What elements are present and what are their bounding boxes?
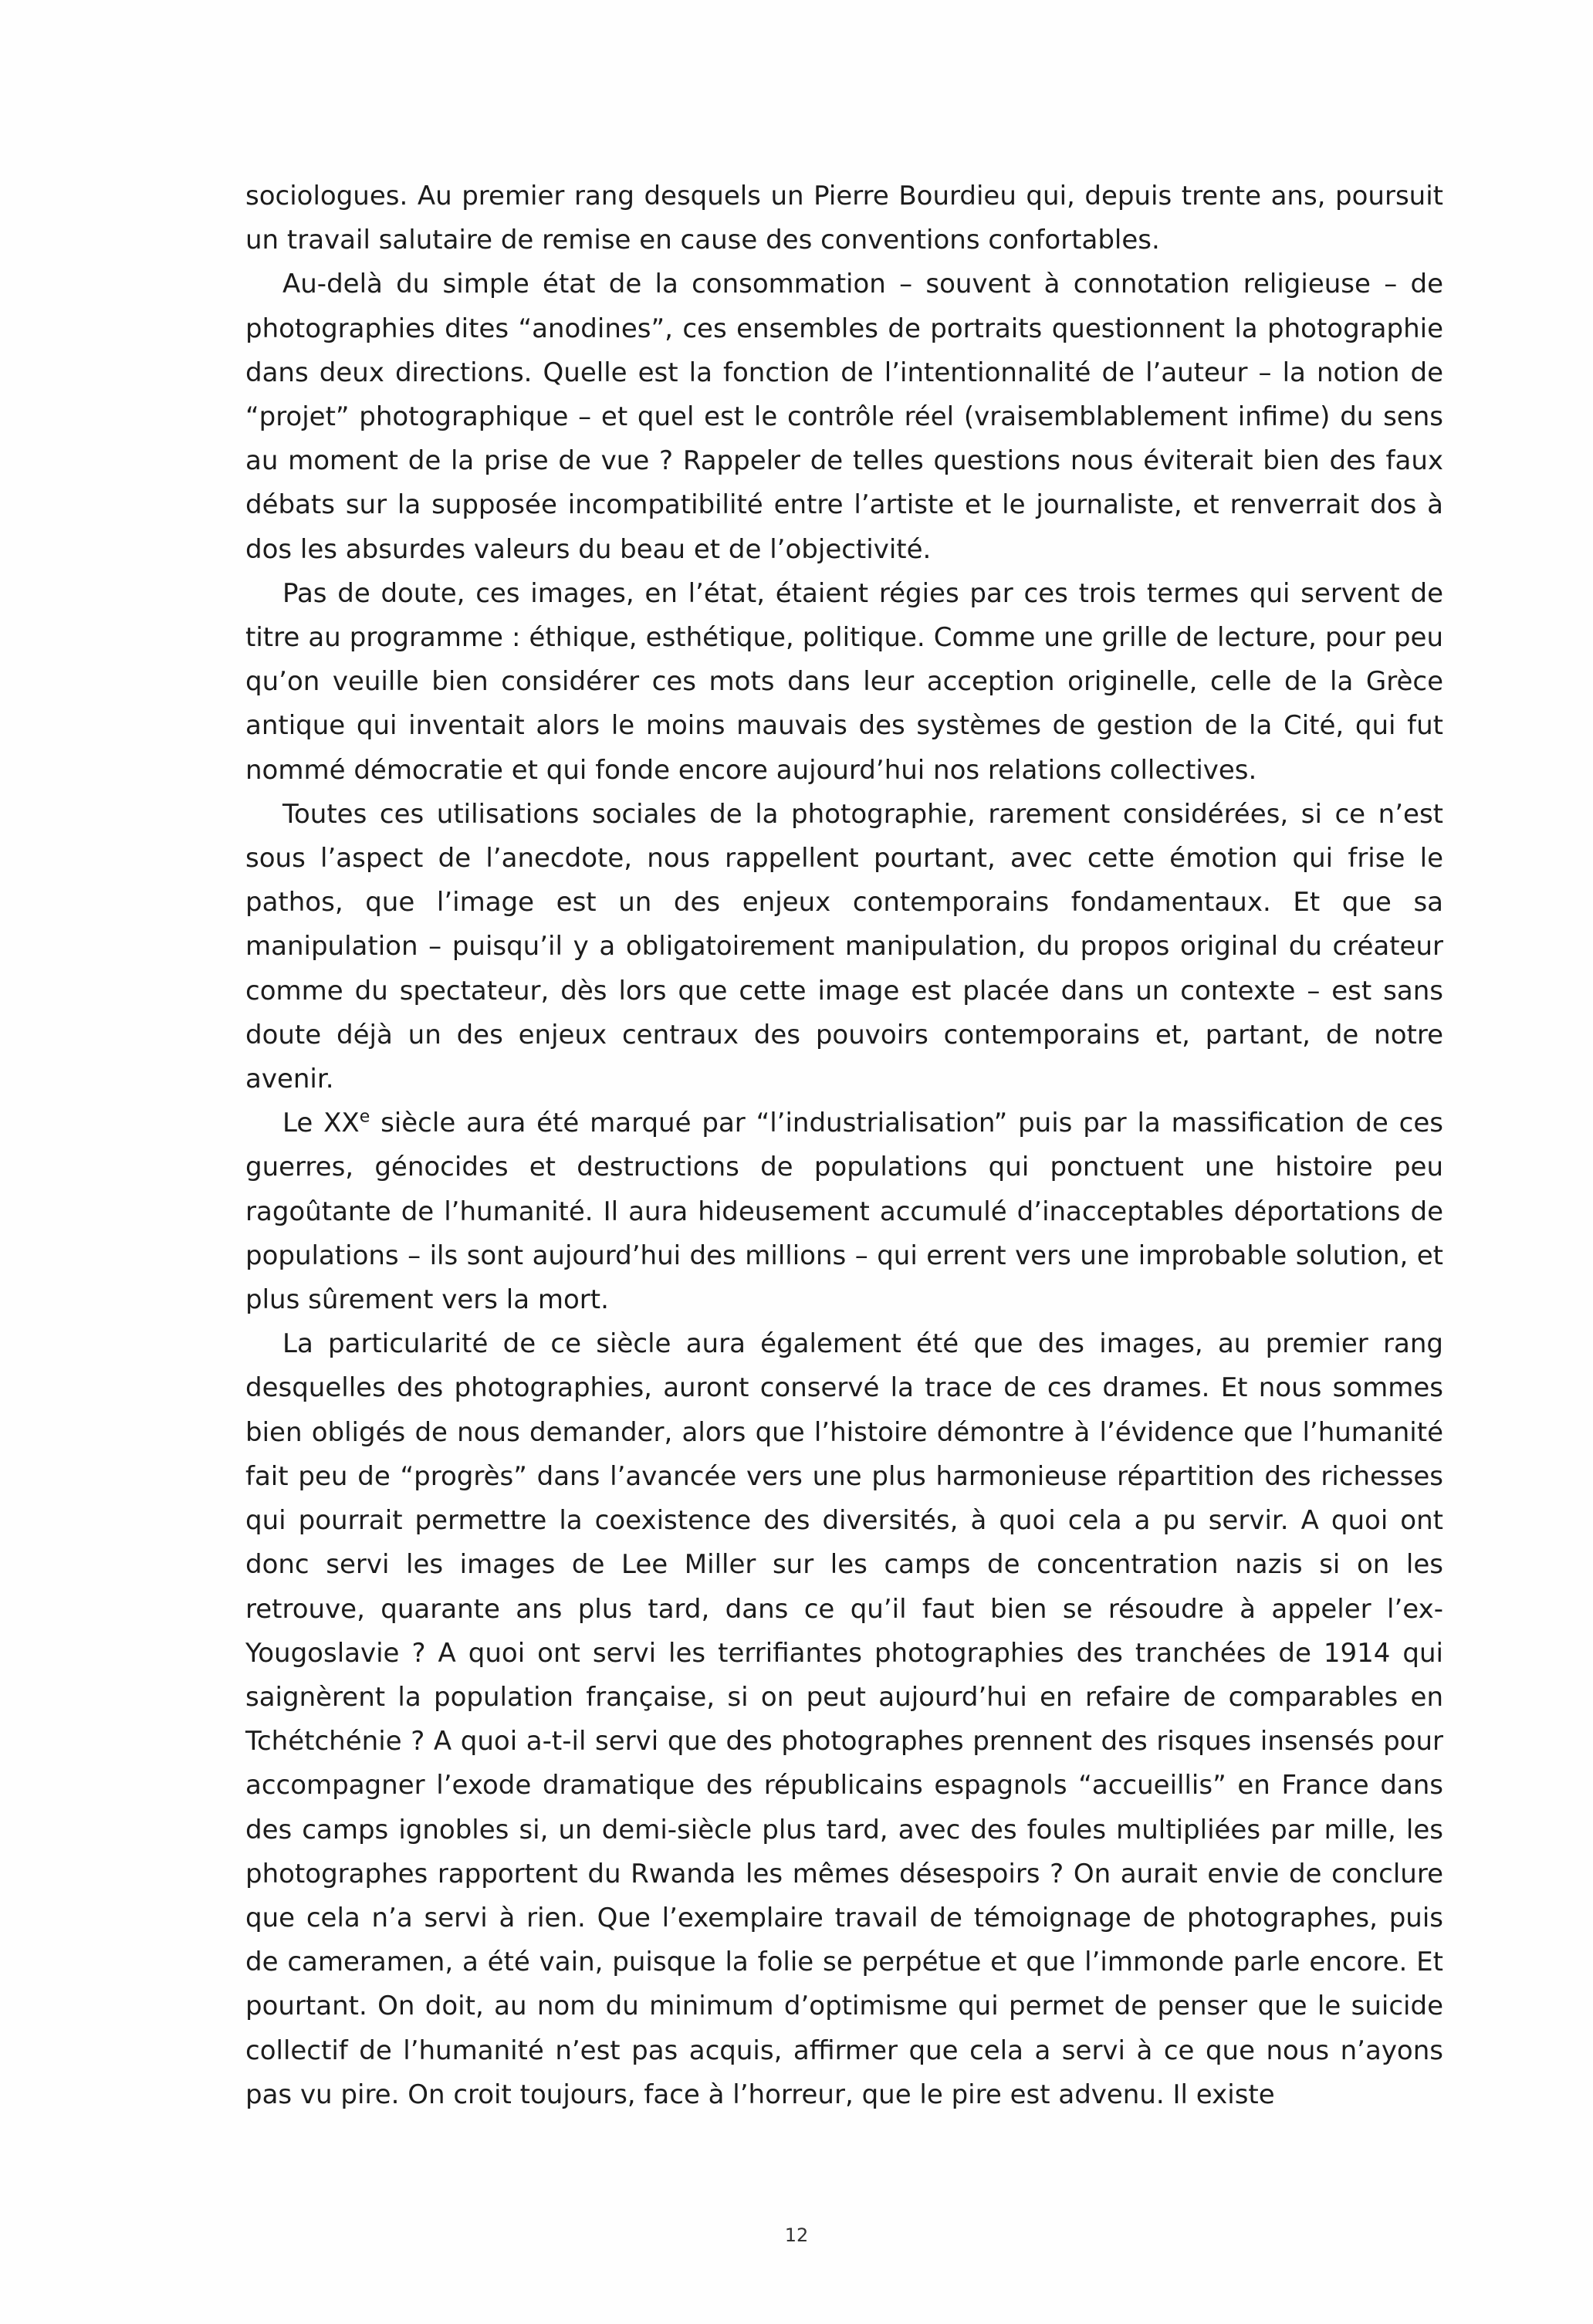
century-roman-numeral: XX [323,1108,360,1139]
century-suffix: e [359,1107,370,1127]
paragraph-twentieth-century [245,1101,1443,1322]
paragraph-photography-directions: Au-delà du simple état de la consommation – souvent à connotation religieuse – de photographies dites “anodines”, ces ensembles de portraits questionnent la photographie dans deux directions. Quelle est la fonction de l’intentionnalité de l’auteur – la notion de “projet” photographique – et quel est le contrôle réel (vraisemblablement infime) du sens au moment de la prise de vue ? Rappeler de telles questions nous éviterait bien des faux débats sur la supposée incompatibilité entre l’artiste et le journaliste, et renverrait dos à dos les absurdes valeurs du beau et de l’objectivité. [245,269,1443,565]
paragraph-continuation: sociologues. Au premier rang desquels un Pierre Bourdieu qui, depuis trente ans, poursuit un travail salutaire de remise en cause des conventions confortables. [245,181,1443,256]
page-number: 12 [784,2224,809,2246]
paragraph-ethics-aesthetics-politics: Pas de doute, ces images, en l’état, étaient régies par ces trois termes qui servent de titre au programme : éthique, esthétique, politique. Comme une grille de lecture, pour peu qu’on veuille bien considérer ces mots dans leur acception originelle, celle de la Grèce antique qui inventait alors le moins mauvais des systèmes de gestion de la Cité, qui fut nommé démocratie et qui fonde encore aujourd’hui nos relations collectives. [245,577,1443,786]
paragraph-social-uses: Toutes ces utilisations sociales de la photographie, rarement considérées, si ce n’est sous l’aspect de l’anecdote, nous rappellent pourtant, avec cette émotion qui frise le pathos, que l’image est un des enjeux contemporains fondamentaux. Et que sa manipulation – puisqu’il y a obligatoirement manipulation, du propos original du créateur comme du spectateur, dès lors que cette image est placée dans un contexte – est sans doute déjà un des enjeux centraux des pouvoirs contemporains et, partant, de notre avenir. [245,798,1443,1095]
century-lead: Le [282,1108,324,1139]
body-text [245,174,1443,2117]
century-rest: siècle aura été marqué par “l’industrialisation” puis par la massification de ces guerres, génocides et destructions de populations qui ponctuent une histoire peu ragoûtante de l’humanité. Il aura hideusement accumulé d’inacceptables déportations de populations – ils sont aujourd’hui des millions – qui errent vers une improbable solution, et plus sûrement vers la mort. [245,1108,1443,1316]
paragraph-century-particularity: La particularité de ce siècle aura également été que des images, au premier rang desquelles des photographies, auront conservé la trace de ces drames. Et nous sommes bien obligés de nous demander, alors que l’histoire démontre à l’évidence que l’humanité fait peu de “progrès” dans l’avancée vers une plus harmonieuse répartition des richesses qui pourrait permettre la coexistence des diversités, à quoi cela a pu servir. A quoi ont donc servi les images de Lee Miller sur les camps de concentration nazis si on les retrouve, quarante ans plus tard, dans ce qu’il faut bien se résoudre à appeler l’ex-Yougoslavie ? A quoi ont servi les terrifiantes photographies des tranchées de 1914 qui saignèrent la population française, si on peut aujourd’hui en refaire de comparables en Tchétchénie ? A quoi a-t-il servi que des photographes prennent des risques insensés pour accompagner l’exode dramatique des républicains espagnols “accueillis” en France dans des camps ignobles si, un demi-siècle plus tard, avec des foules multipliées par mille, les photographes rapportent du Rwanda les mêmes désespoirs ? On aurait envie de conclure que cela n’a servi à rien. Que l’exemplaire travail de témoignage de photographes, puis de cameramen, a été vain, puisque la folie se perpétue et que l’immonde parle encore. Et pourtant. On doit, au nom du minimum d’optimisme qui permet de penser que le suicide collectif de l’humanité n’est pas acquis, affirmer que cela a servi à ce que nous n’ayons pas vu pire. On croit toujours, face à l’horreur, que le pire est advenu. Il existe [245,1328,1443,2110]
